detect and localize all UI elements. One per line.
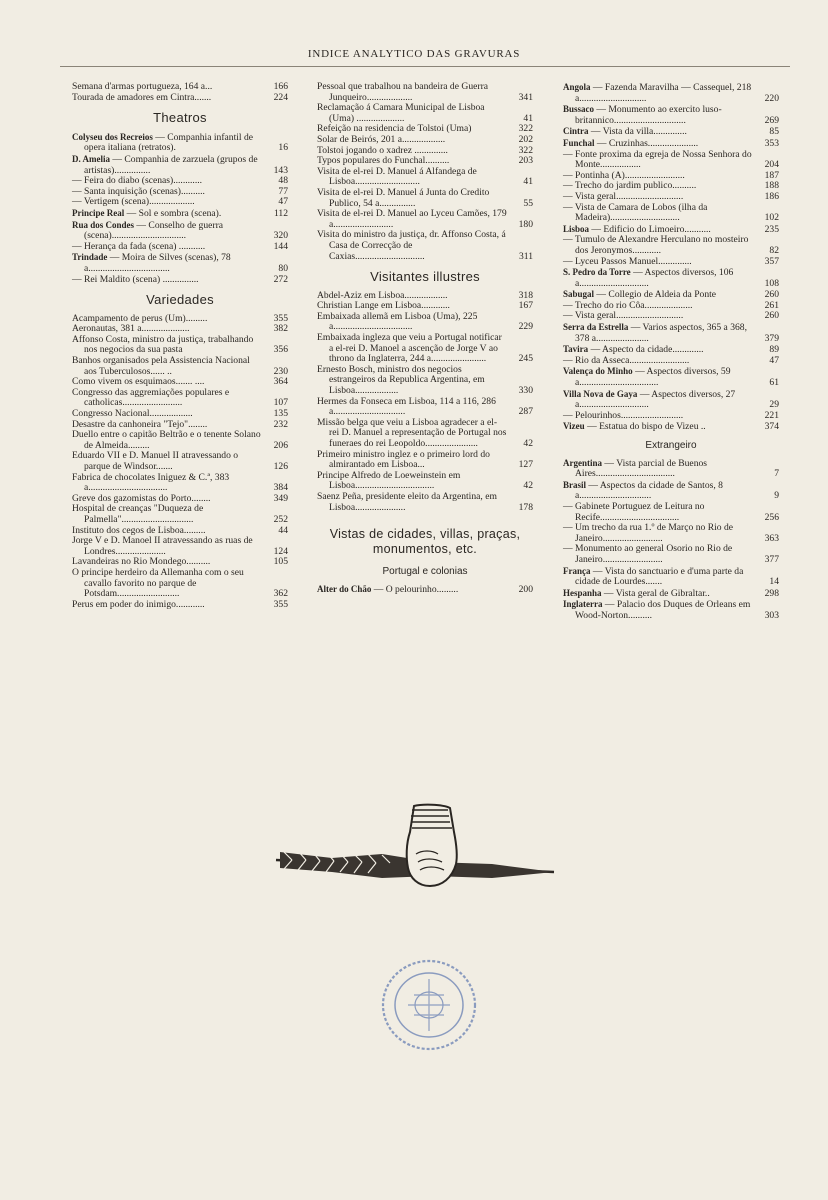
index-entry: [563, 411, 779, 422]
entry-place: Valença do Minho: [563, 366, 633, 377]
entry-page-number: 47: [769, 354, 779, 366]
entry-page-number: 200: [518, 583, 533, 595]
entry-text: Reclamação á Camara Municipal de Lisboa (Uma) ....................: [317, 102, 485, 124]
index-entry: [563, 480, 779, 502]
entry-page-number: 382: [273, 323, 288, 335]
index-entry: [317, 584, 533, 596]
entry-page-number: 229: [518, 321, 533, 333]
index-entry: [72, 242, 288, 253]
index-entry: [563, 104, 779, 126]
entry-text: — Vista do sanctuario e d'uma parte da cidade de Lourdes.......: [575, 565, 744, 588]
entry-page-number: 9: [774, 490, 779, 502]
entry-text: Desastre da canhoneira "Tejo"........: [72, 418, 208, 430]
entry-page-number: 245: [518, 353, 533, 365]
entry-text: — Pelourinhos..........................: [563, 409, 684, 421]
entry-page-number: 221: [764, 409, 779, 421]
index-entry: [317, 312, 533, 333]
entry-place: Alter do Chão: [317, 583, 372, 594]
index-entry: [563, 566, 779, 588]
entry-text: Refeição na residencia de Tolstoi (Uma): [317, 123, 472, 135]
entry-page-number: 135: [273, 408, 288, 420]
index-entry: [563, 599, 779, 621]
entry-page-number: 364: [273, 376, 288, 388]
entry-page-number: 330: [518, 385, 533, 397]
index-entry: [72, 473, 288, 494]
entry-page-number: 7: [774, 468, 779, 480]
entry-page-number: 42: [523, 480, 533, 492]
entry-page-number: 363: [764, 532, 779, 544]
entry-text: — Rio da Asseca.........................: [563, 354, 690, 366]
entry-text: Solar de Beirós, 201 a..................: [317, 133, 446, 145]
entry-text: — Vista geral............................: [563, 190, 684, 202]
entry-page-number: 77: [278, 185, 288, 197]
entry-page-number: 107: [273, 397, 288, 409]
index-entry: [317, 450, 533, 471]
entry-page-number: 167: [518, 300, 533, 312]
entry-page-number: 224: [273, 91, 288, 103]
entry-page-number: 357: [764, 255, 779, 267]
hand-and-feather-ornament: [272, 802, 558, 894]
entry-page-number: 374: [764, 421, 779, 433]
entry-page-number: 126: [273, 461, 288, 472]
entry-page-number: 379: [764, 332, 779, 344]
entry-page-number: 44: [278, 524, 288, 536]
entry-page-number: 186: [764, 190, 779, 202]
index-entry: [563, 257, 779, 268]
entry-place: Hespanha: [563, 587, 602, 598]
entry-text: — Edificio do Limoeiro...........: [589, 223, 711, 235]
index-entry: [563, 203, 779, 224]
entry-text: — Conselho de guerra (scena)...............................: [84, 219, 224, 242]
entry-text: — Gabinete Portuguez de Leitura no Recife.................................: [563, 500, 705, 523]
entry-place: Brasil: [563, 479, 587, 490]
entry-text: Christian Lange em Lisboa............: [317, 300, 450, 312]
entry-text: — Vertigem (scena)...................: [72, 196, 195, 208]
entry-text: Eduardo VII e D. Manuel II atravessando o parque de Windsor.......: [72, 450, 239, 472]
entry-page-number: 298: [764, 587, 779, 599]
entry-text: — Vista geral de Gibraltar..: [601, 587, 710, 599]
entry-page-number: 261: [764, 299, 779, 311]
entry-page-number: 105: [273, 556, 288, 568]
index-entry: [72, 536, 288, 557]
index-entry: [317, 188, 533, 209]
entry-place: Vizeu: [563, 421, 585, 432]
entry-place: Villa Nova de Gaya: [563, 388, 638, 399]
entry-text: — Cruzinhas.....................: [594, 137, 699, 149]
header-rule: [60, 66, 790, 67]
entry-page-number: 41: [523, 176, 533, 188]
entry-text: — Um trecho da rua 1.º de Março no Rio de Janeiro.........................: [563, 522, 734, 544]
entry-text: — Pontinha (A).........................: [563, 169, 685, 181]
entry-text: Tourada de amadores em Cintra.......: [72, 91, 212, 103]
section-heading: Visitantes illustres: [370, 269, 480, 285]
entry-page-number: 166: [273, 81, 288, 92]
entry-place: Principe Real: [72, 207, 125, 218]
entry-text: Aeronautas, 381 a....................: [72, 323, 190, 335]
entry-text: — Companhia infantil de opera italiana (retratos).: [84, 131, 254, 154]
entry-text: — Estatua do bispo de Vizeu ..: [584, 421, 706, 433]
index-entry: [563, 389, 779, 411]
index-entry: [72, 208, 288, 220]
entry-text: Visita de el-rei D. Manuel á Alfandega de Lisboa...........................: [317, 165, 477, 188]
entry-page-number: 187: [764, 169, 779, 181]
index-column-3: [563, 82, 779, 622]
entry-page-number: 322: [518, 123, 533, 135]
entry-page-number: 320: [273, 230, 288, 242]
entry-place: Funchal: [563, 137, 595, 148]
entry-text: — Aspectos diversos, 27 a.............................: [575, 388, 736, 411]
entry-text: — Aspectos da cidade de Santos, 8 a..............................: [575, 479, 723, 502]
index-entry: [317, 492, 533, 513]
entry-place: Trindade: [72, 252, 108, 263]
entry-page-number: 203: [518, 155, 533, 167]
page-header-title: INDICE ANALYTICO DAS GRAVURAS: [307, 48, 521, 60]
index-column-2: [317, 82, 533, 595]
index-entry: [563, 544, 779, 565]
index-entry: [317, 471, 533, 492]
index-entry: [317, 397, 533, 418]
index-entry: [563, 588, 779, 600]
entry-text: Fabrica de chocolates Iniguez & C.ª, 383 a.................................: [72, 471, 230, 494]
entry-page-number: 29: [769, 399, 779, 411]
index-entry: [563, 421, 779, 433]
index-entry: [72, 197, 288, 208]
index-entry: [563, 458, 779, 480]
entry-page-number: 230: [273, 365, 288, 377]
index-entry: [72, 600, 288, 611]
entry-text: — Monumento ao general Osorio no Rio de Janeiro.........................: [563, 543, 733, 565]
entry-page-number: 362: [273, 588, 288, 600]
entry-text: — Palacio dos Duques de Orleans em Wood-Norton..........: [575, 599, 751, 621]
entry-text: Perus em poder do inimigo............: [72, 598, 205, 610]
entry-text: Principe Alfredo de Loeweinstein em Lisboa.................................: [317, 469, 461, 492]
entry-text: Acampamento de perus (Um).........: [72, 312, 208, 324]
entry-page-number: 303: [764, 609, 779, 621]
entry-text: Embaixada allemã em Lisboa (Uma), 225 a.................................: [317, 310, 478, 333]
index-entry: [563, 150, 779, 171]
entry-text: Typos populares do Funchal..........: [317, 155, 450, 167]
entry-text: Tolstoi jogando o xadrez ..............: [317, 144, 448, 156]
index-entry: [563, 126, 779, 138]
entry-page-number: 180: [518, 218, 533, 230]
entry-page-number: 384: [273, 482, 288, 494]
index-entry: [317, 167, 533, 188]
entry-place: Colyseu dos Recreios: [72, 131, 153, 142]
entry-text: — Vista de Camara de Lobos (ilha da Madeira).............................: [563, 201, 708, 224]
entry-text: Greve dos gazomistas do Porto........: [72, 492, 211, 504]
index-entry: [72, 388, 288, 409]
entry-text: Pessoal que trabalhou na bandeira de Guerra Junqueiro...................: [317, 81, 489, 103]
entry-text: Congresso Nacional..................: [72, 408, 193, 420]
entry-page-number: 178: [518, 501, 533, 513]
entry-text: — Rei Maldito (scena) ...............: [72, 273, 199, 285]
section-heading: Vistas de cidades, villas, praças, monumentos, etc.: [329, 527, 521, 557]
entry-page-number: 377: [764, 553, 779, 565]
entry-text: Duello entre o capitão Beltrão e o tenente Solano de Almeida.........: [72, 429, 261, 451]
entry-page-number: 287: [518, 406, 533, 418]
entry-text: — Varios aspectos, 365 a 368, 378 a......................: [575, 322, 747, 344]
entry-place: Tavira: [563, 344, 589, 355]
entry-page-number: 256: [764, 511, 779, 523]
entry-page-number: 355: [273, 312, 288, 324]
index-entry: [317, 230, 533, 262]
entry-text: — Vista geral............................: [563, 310, 684, 322]
index-entry: [563, 322, 779, 344]
entry-text: Primeiro ministro inglez e o primeiro lord do almirantado em Lisboa...: [317, 448, 490, 471]
entry-page-number: 202: [518, 133, 533, 145]
section-heading: Theatros: [153, 110, 207, 126]
entry-page-number: 143: [273, 164, 288, 176]
entry-page-number: 204: [764, 159, 779, 171]
entry-text: Semana d'armas portugueza, 164 a...: [72, 81, 213, 92]
index-entry: [317, 209, 533, 230]
entry-text: — Santa inquisição (scenas)..........: [72, 185, 205, 197]
entry-page-number: 260: [764, 310, 779, 322]
hand: [407, 805, 457, 886]
index-entry: [72, 154, 288, 176]
entry-page-number: 349: [273, 492, 288, 504]
entry-place: Inglaterra: [563, 599, 603, 610]
index-entry: [72, 451, 288, 472]
entry-text: Missão belga que veiu a Lisboa agradecer a el-rei D. Manuel a representação de Portugal nos funeraes do rei Leopoldo......................: [317, 416, 507, 449]
entry-place: Argentina: [563, 457, 602, 468]
index-column-1: [72, 82, 288, 610]
entry-text: — Feira do diabo (scenas)............: [72, 175, 203, 187]
entry-page-number: 85: [769, 126, 779, 138]
entry-place: Serra da Estrella: [563, 322, 629, 333]
library-stamp: [378, 955, 480, 1055]
entry-text: Abdel-Aziz em Lisboa..................: [317, 289, 448, 301]
entry-text: — Moira de Silves (scenas), 78 a..................................: [84, 252, 231, 274]
entry-page-number: 55: [523, 197, 533, 209]
index-entry: [72, 504, 288, 525]
entry-text: — O pelourinho.........: [371, 583, 459, 595]
entry-page-number: 188: [764, 180, 779, 192]
index-entry: [563, 82, 779, 104]
entry-page-number: 82: [769, 244, 779, 256]
entry-text: Affonso Costa, ministro da justiça, trabalhando nos negocios da sua pasta: [72, 333, 254, 356]
index-entry: [317, 418, 533, 450]
entry-place: D. Amelia: [72, 153, 110, 164]
entry-page-number: 232: [273, 418, 288, 430]
entry-text: — Lyceu Passos Manuel..............: [563, 255, 692, 267]
entry-text: O principe herdeiro da Allemanha com o seu cavallo favorito no parque de Potsdam..........................: [72, 566, 244, 600]
section-heading: Variedades: [146, 292, 214, 308]
entry-text: Banhos organisados pela Assistencia Nacional aos Tuberculosos...... ..: [72, 355, 250, 377]
entry-page-number: 206: [273, 439, 288, 451]
entry-page-number: 235: [764, 223, 779, 235]
entry-text: Saenz Peña, presidente eleito da Argentina, em Lisboa.....................: [317, 490, 497, 513]
index-entry: [72, 275, 288, 286]
entry-text: Hermes da Fonseca em Lisboa, 114 a 116, 286 a..............................: [317, 395, 496, 418]
entry-text: Visita de el-rei D. Manuel á Junta do Credito Publico, 54 a...............: [317, 186, 490, 209]
index-entry: [72, 220, 288, 242]
entry-page-number: 220: [764, 92, 779, 104]
subsection-heading: Extrangeiro: [645, 440, 697, 451]
entry-text: Visita de el-rei D. Manuel ao Lyceu Camões, 179 a.........................: [317, 208, 507, 230]
subsection-heading: Portugal e colonias: [382, 566, 468, 578]
entry-page-number: 272: [273, 273, 288, 285]
entry-page-number: 252: [273, 513, 288, 525]
entry-text: — Collegio de Aldeia da Ponte: [594, 289, 717, 301]
entry-place: Sabugal: [563, 289, 595, 300]
index-entry: [72, 252, 288, 274]
entry-text: — Fazenda Maravilha — Cassequel, 218 a............................: [575, 82, 752, 104]
index-entry: [72, 93, 288, 104]
entry-page-number: 80: [278, 262, 288, 274]
entry-page-number: 124: [273, 545, 288, 557]
entry-page-number: 318: [518, 289, 533, 301]
entry-text: — Companhia de zarzuela (grupos de artistas)...............: [84, 153, 258, 176]
entry-page-number: 260: [764, 289, 779, 301]
index-entry: [563, 235, 779, 256]
index-entry: [317, 103, 533, 124]
entry-text: — Vista da villa..............: [588, 126, 687, 138]
entry-text: — Fonte proxima da egreja de Nossa Senhora do Monte.................: [563, 148, 752, 171]
entry-page-number: 48: [278, 175, 288, 187]
entry-text: — Trecho do jardim publico..........: [563, 180, 697, 192]
entry-text: Como vivem os esquimaos....... ....: [72, 376, 205, 388]
entry-text: — Trecho do rio Côa....................: [563, 299, 693, 311]
entry-page-number: 102: [764, 212, 779, 224]
entry-text: — Sol e sombra (scena).: [124, 207, 222, 219]
index-entry: [317, 333, 533, 365]
index-entry: [72, 356, 288, 377]
index-entry: [563, 311, 779, 322]
entry-text: — Tumulo de Alexandre Herculano no mosteiro dos Jeronymos............: [563, 234, 749, 256]
index-entry: [563, 523, 779, 544]
entry-page-number: 16: [278, 142, 288, 154]
index-entry: [72, 430, 288, 451]
index-entry: [317, 365, 533, 397]
entry-page-number: 89: [769, 344, 779, 356]
entry-text: Instituto dos cegos de Lisboa.........: [72, 524, 206, 536]
entry-place: França: [563, 565, 591, 576]
entry-page-number: 356: [273, 344, 288, 356]
entry-place: Cintra: [563, 126, 589, 137]
entry-text: — Herança da fada (scena) ...........: [72, 240, 206, 252]
entry-place: Lisboa: [563, 223, 590, 234]
entry-page-number: 42: [523, 438, 533, 449]
entry-page-number: 353: [764, 137, 779, 149]
entry-page-number: 61: [769, 377, 779, 389]
entry-text: — Aspecto da cidade.............: [588, 344, 704, 356]
entry-page-number: 341: [518, 91, 533, 103]
entry-page-number: 112: [273, 207, 288, 219]
index-entry: [72, 335, 288, 356]
index-entry: [563, 366, 779, 388]
entry-text: — Aspectos diversos, 59 a.................................: [575, 366, 731, 389]
entry-page-number: 127: [518, 459, 533, 471]
entry-page-number: 322: [518, 144, 533, 156]
index-entry: [563, 502, 779, 523]
entry-text: Embaixada ingleza que veiu a Portugal notificar a el-rei D. Manoel a ascenção de Jorge V ao throno da Inglaterra, 244 a.......................: [317, 332, 502, 365]
entry-text: Jorge V e D. Manoel II atravessando as ruas de Londres.....................: [72, 535, 253, 557]
index-entry: [72, 568, 288, 600]
entry-text: Lavandeiras no Rio Mondego..........: [72, 556, 211, 568]
entry-text: Ernesto Bosch, ministro dos negocios estrangeiros da Republica Argentina, em Lisboa..................: [317, 363, 485, 397]
entry-text: Visita do ministro da justiça, dr. Affonso Costa, á Casa de Correcção de Caxias.............................: [317, 229, 506, 262]
index-entry: [72, 132, 288, 154]
index-entry: [563, 267, 779, 289]
entry-page-number: 269: [764, 114, 779, 126]
entry-page-number: 108: [764, 277, 779, 289]
entry-text: Hospital de creanças "Duqueza de Palmella"..............................: [72, 503, 204, 525]
entry-page-number: 311: [518, 250, 533, 262]
entry-text: — Aspectos diversos, 106 a.............................: [575, 267, 734, 289]
index-entry: [563, 356, 779, 367]
entry-text: — Monumento ao exercito luso-britannico..............................: [575, 104, 722, 126]
entry-page-number: 14: [769, 576, 779, 588]
entry-page-number: 41: [523, 112, 533, 124]
entry-page-number: 47: [278, 196, 288, 208]
entry-page-number: 144: [273, 240, 288, 252]
entry-place: Rua dos Condes: [72, 219, 135, 230]
entry-place: Angola: [563, 82, 591, 92]
entry-text: — Vista parcial de Buenos Aires.................................: [575, 457, 708, 480]
entry-text: Congresso das aggremiações populares e catholicas.........................: [72, 386, 230, 409]
entry-place: S. Pedro da Torre: [563, 267, 631, 278]
entry-page-number: 355: [273, 598, 288, 610]
index-entry: [317, 82, 533, 103]
entry-place: Bussaco: [563, 104, 595, 115]
